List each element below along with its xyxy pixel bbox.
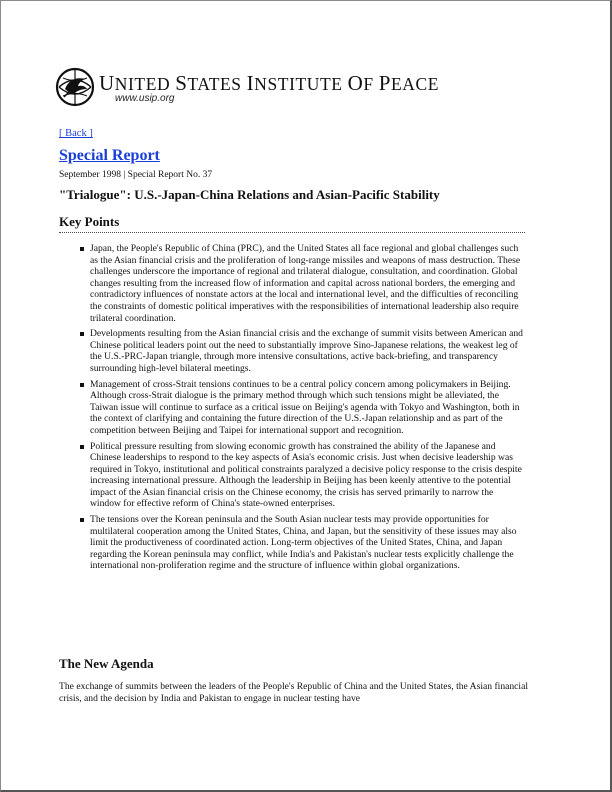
key-point-item: The tensions over the Korean peninsula and the South Asian nuclear tests may provide opportunities for multilateral cooperation among the United States, China, and Japan, but the sensitivity of these issues may also limit the productiveness of coordinated action. Long-term objectives of the United States, China, and Japan regarding the Korean peninsula may conflict, while India's and Pakistan's nuclear tests explicitly challenge the international non-proliferation regime and the structure of influence within global organizations. xyxy=(90,514,525,572)
new-agenda-paragraph: The exchange of summits between the leaders of the People's Republic of China and the United States, the Asian financial crisis, and the decision by India and Pakistan to engage in nuclear testing have xyxy=(59,681,529,704)
document-title: "Trialogue": U.S.-Japan-China Relations and Asian-Pacific Stability xyxy=(59,187,440,202)
site-header xyxy=(55,65,575,109)
report-date: September 1998 xyxy=(59,170,122,180)
key-point-item: Japan, the People's Republic of China (PRC), and the United States all face regional and global challenges such as the Asian financial crisis and the proliferation of long-range missiles and weapons of mass destruction. These challenges underscore the importance of regional and trilateral dialogue, consultation, and coordination. Global changes resulting from the increased flow of information and capital across national borders, the emerging and contradictory influences of nonstate actors at the local and international level, and the difficulties of reconciling the constraints of domestic political imperatives with the responsibilities of international leadership also require trilateral coordination. xyxy=(90,243,525,324)
key-point-item: Political pressure resulting from slowing economic growth has constrained the ability of the Japanese and Chinese leaderships to respond to the key aspects of Asia's economic crisis. Just when decisive leadership was required in Tokyo, institutional and political constraints paralyzed a decisive policy response to the crisis despite increasing international pressure. Although the leadership in Beijing has been keenly attentive to the potential impact of the Asian financial crisis on the Chinese economy, the crisis has served primarily to narrow the window for effective reform of China's state-owned enterprises. xyxy=(90,441,525,511)
site-url: www.usip.org xyxy=(115,93,175,104)
key-point-item: Management of cross-Strait tensions continues to be a central policy concern among policymakers in Beijing. Although cross-Strait dialogue is the primary method through which such tensions might be alleviated, the Taiwan issue will continue to surface as a critical issue on Beijing's agenda with Tokyo and Washington, both in the context of clarifying and containing the future direction of the U.S.-Japan relationship and as part of the competition between Beijing and Taipei for international support and recognition. xyxy=(90,379,525,437)
new-agenda-heading: The New Agenda xyxy=(59,656,154,671)
usip-logo-icon xyxy=(55,67,95,107)
meta-separator: | xyxy=(123,170,126,180)
key-point-item: Developments resulting from the Asian financial crisis and the exchange of summit visits between American and Chinese political leaders point out the need to substantially improve Sino-Japanese relations, the weakest leg of the U.S.-PRC-Japan triangle, through more intensive consultations, active back-briefing, and transparency surrounding high-level bilateral meetings. xyxy=(90,328,525,374)
back-link[interactable]: [ Back ] xyxy=(59,128,93,139)
report-meta xyxy=(59,170,212,180)
key-points-heading: Key Points xyxy=(59,214,525,233)
org-name: UNITED STATES INSTITUTE OF PEACE xyxy=(99,71,440,95)
report-number: Special Report No. 37 xyxy=(127,170,213,180)
key-points-section xyxy=(59,214,525,576)
special-report-link[interactable]: Special Report xyxy=(59,147,160,164)
key-points-list xyxy=(59,243,525,572)
